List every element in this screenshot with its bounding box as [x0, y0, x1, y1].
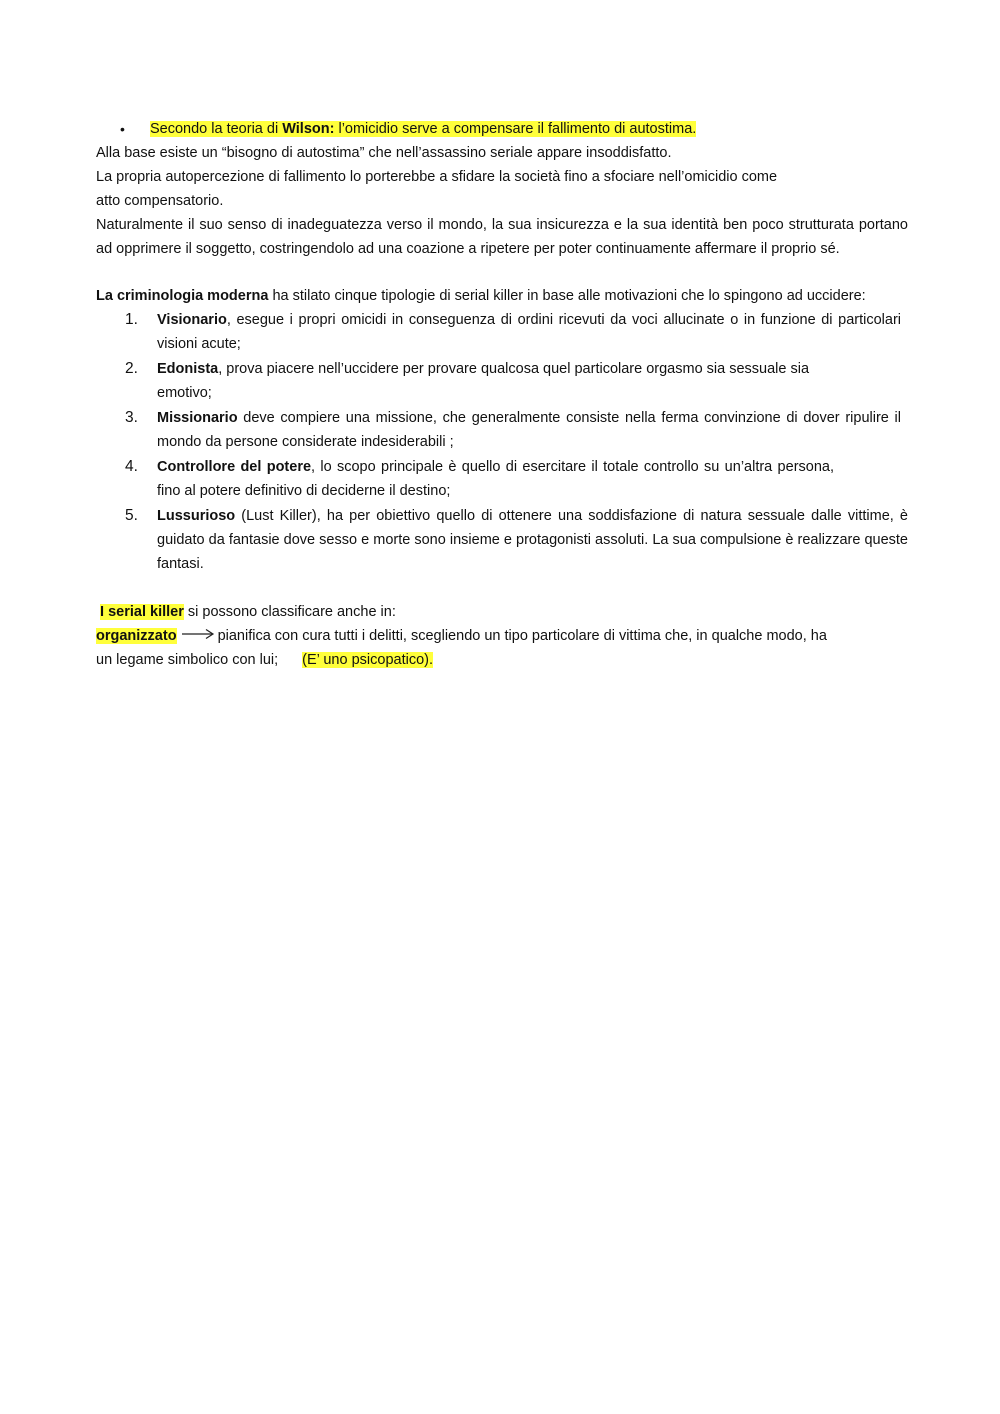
list-item: [96, 455, 908, 503]
types-list: [96, 308, 908, 576]
organizzato-desc: pianifica con cura tutti i delitti, scegliendo un tipo particolare di vittima che, in qualche modo, ha: [217, 628, 827, 644]
type-desc: deve compiere una missione, che generalmente consiste nella ferma convinzione di dover ripulire il mondo da persone considerate indesiderabili ;: [157, 410, 901, 450]
type-term: Edonista: [157, 361, 219, 377]
wilson-prefix: Secondo la teoria di: [150, 121, 283, 137]
bullet-dot-icon: •: [120, 121, 125, 137]
list-number: 1.: [125, 311, 138, 328]
list-item: [96, 406, 908, 454]
type-desc: , prova piacere nell’uccidere per provare qualcosa quel particolare orgasmo sia sessuale sia emotivo;: [157, 361, 810, 401]
wilson-rest: l’omicidio serve a compensare il fallimento di autostima.: [334, 121, 697, 137]
intro-rest: ha stilato cinque tipologie di serial killer in base alle motivazioni che lo spingono ad uccidere:: [268, 288, 866, 304]
organizzato-term: organizzato: [96, 628, 177, 644]
wilson-highlight: [150, 121, 696, 137]
psychopath-note: (E’ uno psicopatico).: [302, 652, 433, 669]
paragraph-1-line-3: atto compensatorio.: [96, 193, 224, 209]
type-term: Controllore del potere: [157, 459, 312, 475]
wilson-name: Wilson:: [282, 121, 335, 137]
classification-intro: [96, 600, 908, 624]
list-number: 5.: [125, 507, 138, 524]
paragraph-1-line-1: Alla base esiste un “bisogno di autostima” che nell’assassino seriale appare insoddisfatto.: [96, 145, 672, 161]
type-desc: , esegue i propri omicidi in conseguenza di ordini ricevuti da voci allucinate o in funzione di particolari visioni acute;: [157, 312, 901, 352]
organizzato-line-2: [96, 648, 908, 672]
classification-rest: si possono classificare anche in:: [183, 604, 396, 620]
paragraph-1-line-2: La propria autopercezione di fallimento lo porterebbe a sfidare la società fino a sfociare nell’omicidio come: [96, 169, 778, 185]
list-item: [96, 357, 908, 405]
intro-bold: La criminologia moderna: [96, 288, 269, 304]
type-desc: , lo scopo principale è quello di esercitare il totale controllo su un’altra persona, fino al potere definitivo di deciderne il destino;: [157, 459, 834, 499]
serial-killer-highlight: I serial killer: [100, 604, 184, 620]
paragraph-2: Naturalmente il suo senso di inadeguatezza verso il mondo, la sua insicurezza e la sua identità ben poco strutturata portano ad opprimere il soggetto, costringendolo ad una coazione a ripetere per poter continuamente affermare il proprio sé.: [96, 217, 908, 257]
document-page: [96, 117, 908, 672]
list-number: 4.: [125, 458, 138, 475]
type-term: Missionario: [157, 410, 238, 426]
organizzato-desc-2: un legame simbolico con lui;: [96, 652, 279, 669]
list-item: [96, 308, 908, 356]
list-item: [96, 504, 908, 576]
spacer: [96, 261, 908, 284]
list-number: 3.: [125, 409, 138, 426]
right-arrow-icon: [181, 624, 215, 648]
list-number: 2.: [125, 360, 138, 377]
organizzato-line: [96, 624, 908, 648]
wilson-bullet-item: [96, 117, 908, 141]
spacer: [96, 577, 908, 600]
type-desc: (Lust Killer), ha per obiettivo quello di ottenere una soddisfazione di natura sessuale dalle vittime, è guidato da fantasie dove sesso e morte sono insieme e protagonisti assoluti. La sua compulsione è realizzare queste fantasi.: [157, 508, 908, 572]
type-term: Visionario: [157, 312, 227, 328]
type-term: Lussurioso: [157, 508, 236, 524]
types-intro: [96, 284, 908, 308]
